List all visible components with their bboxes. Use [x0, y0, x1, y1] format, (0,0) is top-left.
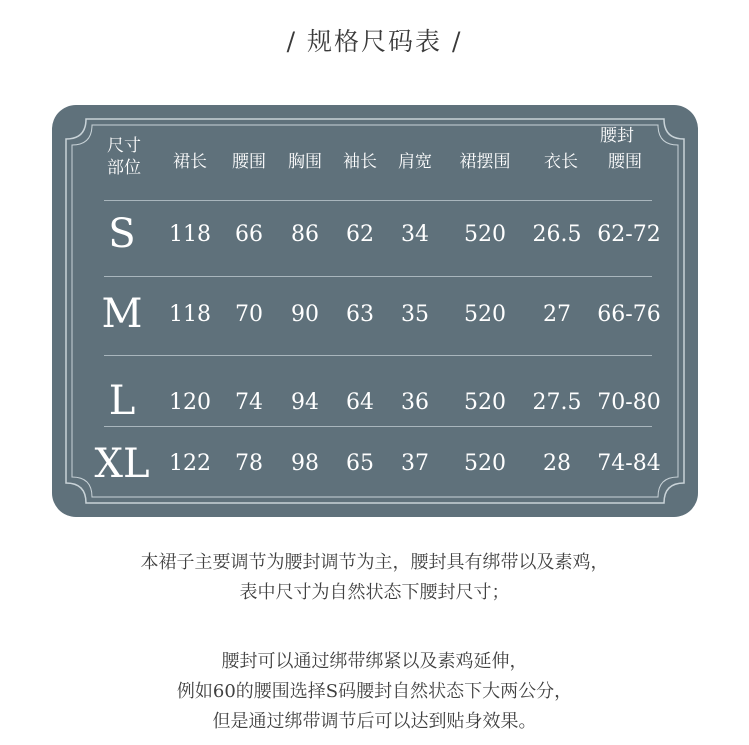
cell-xl-sleeve: 65	[346, 451, 374, 476]
size-label-xl: XL	[94, 441, 150, 487]
cell-m-top-length: 27	[543, 302, 571, 327]
cell-s-sleeve: 62	[346, 222, 374, 247]
col-header-bust: 胸围	[288, 152, 322, 172]
note-line: 但是通过绑带调节后可以达到贴身效果。	[212, 711, 537, 732]
size-chart-card	[52, 105, 698, 517]
size-label-m: M	[101, 291, 143, 337]
col-header-hem: 裙摆围	[459, 152, 511, 172]
row-divider	[104, 276, 652, 277]
cell-xl-top-length: 28	[543, 451, 571, 476]
cell-s-skirt-length: 118	[169, 222, 211, 247]
cell-xl-waist: 78	[235, 451, 263, 476]
note-paragraph-2	[0, 647, 749, 737]
cell-l-waist: 74	[235, 390, 263, 415]
row-divider	[104, 355, 652, 356]
header-divider	[104, 200, 652, 201]
note-paragraph-1	[0, 548, 749, 608]
corner-label-part: 部位	[107, 158, 141, 178]
cell-xl-skirt-length: 122	[169, 451, 211, 476]
cell-s-bust: 86	[291, 222, 319, 247]
note-line: 表中尺寸为自然状态下腰封尺寸；	[239, 582, 510, 603]
cell-s-hem: 520	[464, 222, 506, 247]
col-header-sleeve: 袖长	[343, 152, 377, 172]
cell-xl-hem: 520	[464, 451, 506, 476]
size-label-l: L	[108, 378, 136, 424]
cell-xl-bust: 98	[291, 451, 319, 476]
cell-l-shoulder: 36	[401, 390, 429, 415]
col-header-waist: 腰围	[232, 152, 266, 172]
note-line: 例如60的腰围选择S码腰封自然状态下大两公分，	[176, 681, 573, 702]
cell-l-hem: 520	[464, 390, 506, 415]
col-header-seal-waist: 腰围	[608, 152, 642, 172]
col-header-skirt-length: 裙长	[173, 152, 207, 172]
cell-l-seal-waist: 70-80	[597, 390, 661, 415]
row-divider	[104, 426, 652, 427]
col-header-shoulder: 肩宽	[398, 152, 432, 172]
note-line: 本裙子主要调节为腰封调节为主，腰封具有绑带以及素鸡，	[140, 552, 609, 573]
cell-m-shoulder: 35	[401, 302, 429, 327]
note-line: 腰封可以通过绑带绑紧以及素鸡延伸，	[221, 651, 528, 672]
col-header-top-length: 衣长	[544, 152, 578, 172]
corner-label-size: 尺寸	[107, 136, 141, 156]
cell-m-waist: 70	[235, 302, 263, 327]
cell-s-shoulder: 34	[401, 222, 429, 247]
cell-m-hem: 520	[464, 302, 506, 327]
cell-xl-shoulder: 37	[401, 451, 429, 476]
cell-l-sleeve: 64	[346, 390, 374, 415]
cell-l-top-length: 27.5	[532, 390, 582, 415]
cell-l-bust: 94	[291, 390, 319, 415]
cell-l-skirt-length: 120	[169, 390, 211, 415]
cell-m-skirt-length: 118	[169, 302, 211, 327]
cell-s-top-length: 26.5	[532, 222, 582, 247]
corner-label	[107, 135, 141, 179]
cell-s-seal-waist: 62-72	[597, 222, 661, 247]
cell-m-sleeve: 63	[346, 302, 374, 327]
cell-m-bust: 90	[291, 302, 319, 327]
cell-m-seal-waist: 66-76	[597, 302, 661, 327]
size-label-s: S	[108, 211, 136, 257]
cell-s-waist: 66	[235, 222, 263, 247]
waist-seal-group-header: 腰封	[600, 126, 634, 146]
cell-xl-seal-waist: 74-84	[597, 451, 661, 476]
page-title: / 规格尺码表 /	[286, 27, 463, 56]
